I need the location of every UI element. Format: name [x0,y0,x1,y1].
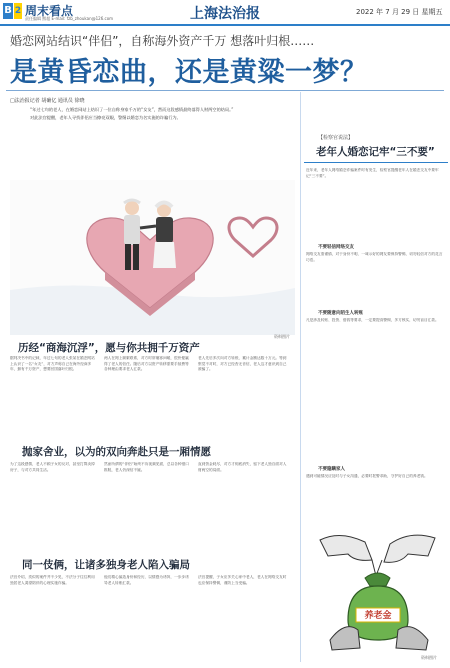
article-column: 为了这段感情，老人不顾子女的反对，甚至打算卖掉房子，与对方共同生活。 [10,462,95,472]
section-number: 2 [14,3,22,19]
article-column: 直到资金耗尽，对方才彻底消失，留下老人独自面对人财两空的局面。 [198,462,287,472]
image-credit: 资料图片 [274,334,290,339]
pension-cartoon [310,520,445,654]
section-heading: 历经“商海沉浮”，愿与你共拥千万资产 [18,342,200,354]
article-byline: □法治报记者 胡确亿 通讯员 徐晓 [10,98,85,104]
article-headline: 是黄昏恋曲，还是黄粱一梦？ [10,57,368,88]
sidebar-tag: 【检察官说法】 [318,135,354,141]
article-kicker: 婚恋网站结识“伴侣”，自称海外资产千万 想落叶归根…… [10,34,315,48]
sidebar-paragraph: 凡是涉及转账、投资、借钱等要求，一定要提高警惕，多方核实，切勿盲目汇款。 [306,318,439,322]
sidebar-title-rule [304,162,448,163]
article-column: 法官提醒，子女应多关心家中老人，老人在网络交友时也应保持警惕，谨防上当受骗。 [198,575,287,585]
couple-illustration [10,180,295,335]
intro-paragraph: “年过七旬的老人，在婚恋网站上结识了一位自称身家千万的“女友”，然而这段感情最终落得人财两空的结局。” [30,107,234,112]
cartoon-label: 养老金 [364,611,392,621]
article-column: 两人在网上频繁联系，对方时常嘘寒问暖，很快便赢得了老人的信任。随后对方以资产转移需要手续费等各种理由要求老人汇款。 [104,356,189,372]
article-column: 老人先后多次向对方转账，累计金额达数十万元。等到察觉不对时，对方已经杳无音信，老人这才意识到自己被骗了。 [198,356,287,372]
image-credit: 资料图片 [421,655,437,660]
article-column: 然而所谓的“伴侣”始终不肯视频见面，总以各种借口推脱，老人仍深信不疑。 [104,462,189,472]
sidebar-title: 老年人婚恋记牢“三不要” [316,146,435,158]
section-heading: 同一伎俩，让诸多独身老人陷入骗局 [22,559,190,571]
article-column: 法官介绍，类似的案件并不少见，不法分子往往利用独居老人渴望陪伴的心理实施诈骗。 [10,575,95,585]
editor-line: 责任编辑 熊超 E-mail: fzb_zhoukan@126.com [25,16,114,21]
headline-rule [6,90,444,91]
section-heading: 抛家舍业，以为的双向奔赴只是一厢情愿 [22,446,211,458]
sidebar-divider [300,92,301,662]
paper-name: 上海法治报 [190,6,260,22]
sidebar-subheading: 不要隐瞒家人 [318,467,345,472]
article-column: 据判决书中的记载，年过七旬的老人张某在婚恋网站上认识了一名“女友”，对方声称自己在海外经商多年，拥有千万资产，想要回国落叶归根。 [10,356,95,372]
sidebar-intro: 近年来，老年人网络婚恋诈骗案件时有发生，检察官提醒老年人在婚恋交友中要牢记“三不要”。 [306,168,439,178]
issue-date: 2022 年 7 月 29 日 星期五 [356,8,443,16]
sidebar-subheading: 不要随意向陌生人转账 [318,311,363,316]
article-intro [30,106,288,122]
sidebar-paragraph: 遇到可疑情况应及时与子女沟通，必要时报警求助，守护好自己的养老钱。 [306,474,428,478]
section-letter: B [3,3,13,19]
sidebar-paragraph: 网络交友需谨慎，对于身份不明、一味示好的网友要保持警惕，切勿轻信对方的花言巧语。 [306,252,443,262]
intro-paragraph: 对此法官提醒，老年人寻找伴侣应当擦亮双眼，警惕以婚恋为名实施的诈骗行为。 [30,115,181,120]
sidebar-subheading: 不要轻信网络交友 [318,245,354,250]
section-name: 周末看点 [25,4,74,18]
article-column: 他们精心编造身份和经历，以情感为诱饵，一步步诱导老人转账汇款。 [104,575,189,585]
